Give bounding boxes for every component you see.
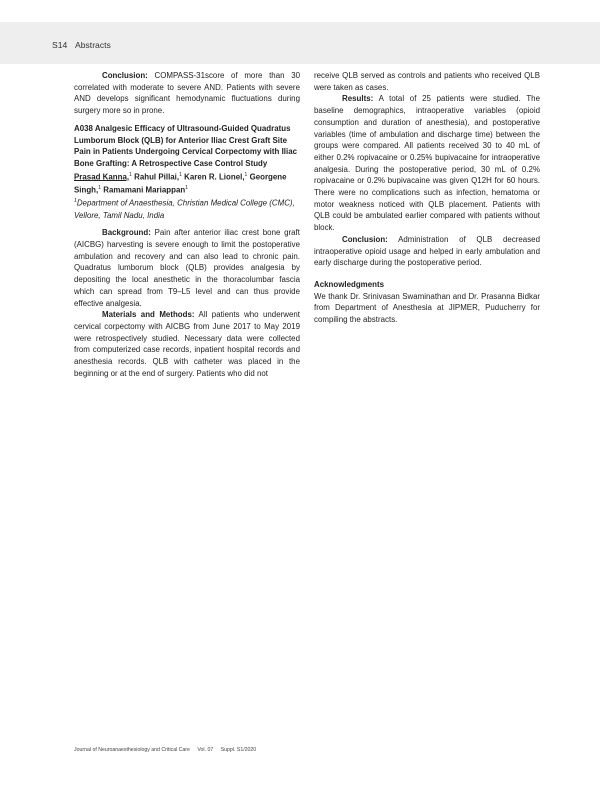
right-column [314, 70, 540, 326]
conclusion-text: COMPASS-31score of more than 30 correlated with moderate to severe AND. Patients with severe AND develops significant hemodynamic fluctuations during surgery more so in prone. [74, 71, 301, 116]
author-sup: 1 [179, 171, 182, 178]
footer-suppl: Suppl. S1/2020 [220, 747, 257, 753]
author-name: Ramamani Mariappan [103, 185, 186, 195]
page-number: S14 [52, 40, 68, 50]
affiliation-sup: 1 [74, 198, 77, 205]
background-paragraph [74, 227, 300, 309]
author-name: Georgene Singh, [74, 172, 287, 195]
conclusion-paragraph-2 [314, 234, 540, 269]
conclusion-text-2: Administration of QLB decreased intraoperative opioid usage and helped in early ambulation and early discharge during the postoperative period. [314, 234, 540, 268]
author-sup: 1 [98, 184, 102, 191]
affiliation-text: Department of Anaesthesia, Christian Medical College (CMC), Vellore, Tamil Nadu, India [74, 198, 295, 220]
author-name: Prasad Kanna, [74, 172, 130, 182]
page-footer [74, 747, 262, 753]
methods-text: All patients who underwent cervical corpectomy with AICBG from June 2017 to May 2019 were retrospectively studied. Necessary data were collected from computerized case records, inpatient hospital records and anesthesia records. QLB with catheter was placed in the beginning or at the end of surgery. Patients who did not [74, 310, 300, 378]
methods-paragraph [74, 309, 300, 379]
conclusion-label-2: Conclusion: [342, 234, 388, 244]
article-title: A038 Analgesic Efficacy of Ultrasound-Guided Quadratus Lumborum Block (QLB) for Anterior Iliac Crest Graft Site Pain in Patients Undergoing Cervical Corpectomy with Iliac Bone Grafting: A Retrospective Case Control Study [74, 123, 298, 168]
results-label: Results: [342, 94, 374, 104]
methods-label: Materials and Methods: [102, 310, 195, 320]
methods-continuation: receive QLB served as controls and patients who received QLB were taken as cases. [314, 71, 540, 92]
affiliation [74, 196, 300, 221]
background-label: Background: [102, 228, 151, 238]
results-text: A total of 25 patients were studied. The baseline demographics, intraoperative variables (opioid consumption and duration of anesthesia), and postoperative variables (time of ambulation and discharge time) between the groups were compared. All patients received 30 to 40 mL of either 0.2% ropivacaine or 0.25% bupivacaine for intraoperative analgesia. During the postoperative period, 30 mL of 0.2% ropivacaine or 0.2% bupivacaine was given Q12H for 60 hours. There were no complications such as infection, hematoma or motor weakness noticed with QLB placement. Patients with QLB could be ambulated earlier compared with patients without block. [314, 94, 541, 233]
background-text: Pain after anterior iliac crest bone graft (AICBG) harvesting is severe enough to limit the postoperative ambulation and recovery and can also lead to chronic pain. Quadratus lumborum block (QLB) provides analgesia by depositing the local anesthetic in the thoracolumbar fascia which can spread from T9–L5 level and can thus provide effective analgesia. [74, 228, 300, 308]
acknowledgments-heading: Acknowledgments [314, 279, 385, 289]
footer-journal: Journal of Neuroanaesthesiology and Critical Care [74, 747, 190, 753]
conclusion-paragraph [74, 70, 300, 117]
footer-volume: Vol. 07 [197, 747, 214, 753]
author-list [74, 170, 300, 197]
section-title: Abstracts [75, 40, 111, 50]
left-column [74, 70, 300, 379]
results-paragraph [314, 93, 540, 233]
author-name: Karen R. Lionel, [184, 172, 245, 182]
author-sup: 1 [129, 171, 132, 178]
acknowledgments-text: We thank Dr. Srinivasan Swaminathan and Dr. Prasanna Bidkar from Department of Anesthesia at JIPMER, Puducherry for compiling the abstracts. [314, 291, 540, 325]
author-sup: 1 [185, 184, 188, 191]
author-name: Rahul Pillai, [134, 172, 180, 182]
conclusion-label: Conclusion: [102, 71, 148, 80]
author-sup: 1 [244, 171, 248, 178]
